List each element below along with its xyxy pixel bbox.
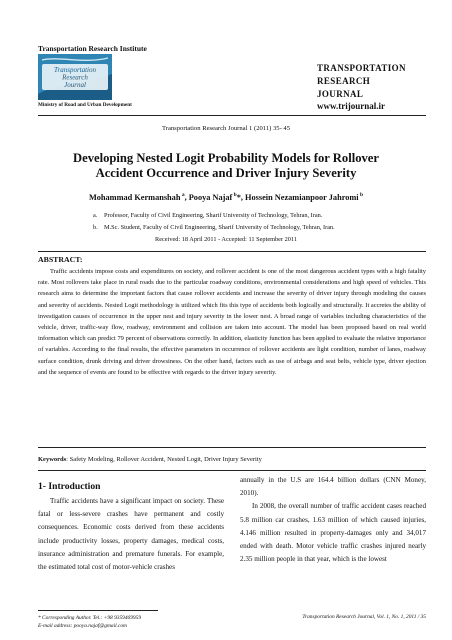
author-list: [0, 192, 452, 202]
intro-left-column: [38, 495, 224, 574]
header-divider: [38, 115, 426, 116]
ministry-name: Ministry of Road and Urban Development: [38, 102, 132, 108]
logo-line-3: Journal: [64, 81, 86, 89]
keywords-divider: [38, 470, 426, 471]
author-name: Mohammad Kermanshah: [88, 192, 181, 202]
keywords-label: Keywords: [38, 456, 67, 463]
author-sup: b: [233, 192, 237, 198]
paper-title-line-2: Accident Occurrence and Driver Injury Severity: [95, 166, 357, 180]
journal-logo: [38, 54, 112, 100]
author-sup: b: [359, 192, 364, 198]
author-sup: a: [181, 192, 185, 198]
logo-graphic: [38, 54, 112, 100]
author-name: Pooya Najaf: [188, 192, 233, 202]
institute-name: Transportation Research Institute: [38, 44, 147, 53]
author-name: Hossein Nezamianpoor Jahromi: [245, 192, 359, 202]
intro-paragraph: annually in the U.S are 164.4 billion dollars (CNN Money, 2010).: [240, 476, 426, 498]
affiliation-text: Professor, Faculty of Civil Engineering, Sharif University of Technology, Tehran, Iran.: [104, 212, 323, 219]
abstract-heading: ABSTRACT:: [38, 255, 83, 264]
affiliation-a: [93, 212, 322, 219]
email-address: E-mail address: pooya.najaf@gmail.com: [38, 623, 127, 629]
abstract-top-divider: [38, 251, 426, 252]
affiliation-b: [93, 224, 335, 231]
intro-right-column: [240, 474, 426, 566]
keywords: [38, 456, 262, 463]
journal-url[interactable]: www.trijournal.ir: [317, 101, 385, 111]
paper-title-line-1: Developing Nested Logit Probability Models for Rollover: [73, 151, 379, 165]
journal-name-line-3: JOURNAL: [317, 89, 364, 99]
journal-name-line-1: TRANSPORTATION: [317, 63, 406, 73]
journal-reference: Transportation Research Journal, Vol. 1, No. 1, 2011 / 35: [302, 614, 426, 620]
affiliation-tag: b.: [93, 224, 98, 231]
section-heading: 1- Introduction: [38, 481, 101, 492]
affiliation-tag: a.: [93, 212, 98, 219]
footnote-divider: [38, 610, 158, 611]
abstract-body: Traffic accidents impose costs and expenditures on society, and rollover accident is one of the most dangerous accident types with a high fatality rate. Most rollovers take place in rural roads due to the particular roadway conditions, environmental considerations and high speed of vehicles. This research aims to determine the important factors that cause rollover accidents and increase the severity of driver injury through modeling the causes and severity of accidents. Nested Logit methodology is utilized which fits this type of accidents both logically and structurally. It accretes the ability of investigation causes of occurrence in the upper nest and injury severity in the lower nest. A broad range of variables including characteristics of the vehicle, driver, traffic-way flow, roadway, environment and collision are taken into account. The model has been proposed based on real world information which can predict 79 percent of observations correctly. In addition, elasticity function has been applied to evaluate the relative importance of variables. According to the final results, the effective parameters in occurrence of rollover accidents are light condition, number of lanes, roadway surface condition, drunk driving and driver drowsiness. On the other hand, factors such as use of airbags and seat belts, vehicle type, driver ejection and the sequence of events are found to be effective with regards to the driver injury severity.: [38, 268, 426, 376]
abstract-bottom-divider: [38, 447, 426, 448]
corresponding-author: * Corresponding Author. Tel.: +98 9359469959: [38, 615, 142, 621]
corresponding-mark: *: [236, 192, 241, 202]
author-sep: ,: [240, 192, 246, 202]
intro-paragraph: In 2008, the overall number of traffic accident cases reached 5.8 million car crashes, 1.63 million of which caused injuries, 4.146 million resulted in property-damages only and 34,017 ended with death. Motor vehicle traffic crashes injured nearly 2.35 million people in that year, which is the lowest: [240, 502, 426, 564]
footnote: [38, 614, 141, 630]
keywords-text: : Safety Modeling, Rollover Accident, Nested Logit, Driver Injury Severity: [66, 456, 262, 463]
author-sep: ,: [184, 192, 189, 202]
affiliation-text: M.Sc. Student, Faculty of Civil Engineering, Sharif University of Technology, Tehran, Iran.: [104, 224, 335, 231]
received-dates: Received: 18 April 2011 - Accepted: 11 September 2011: [155, 236, 297, 243]
logo-line-1: Transportation: [53, 66, 97, 74]
logo-line-2: Research: [62, 73, 88, 82]
paper-title: [0, 151, 452, 181]
citation: Transportation Research Journal 1 (2011) 35- 45: [161, 125, 291, 132]
journal-name-line-2: RESEARCH: [317, 76, 371, 86]
intro-paragraph: Traffic accidents have a significant impact on society. These fatal or less-severe crashes have permanent and costly consequences. Economic costs derived from these accidents include productivity losses, property damages, medical costs, insurance administration and premature funerals. For example, the estimated total cost of motor-vehicle crashes: [38, 497, 224, 572]
journal-name: [317, 62, 406, 101]
